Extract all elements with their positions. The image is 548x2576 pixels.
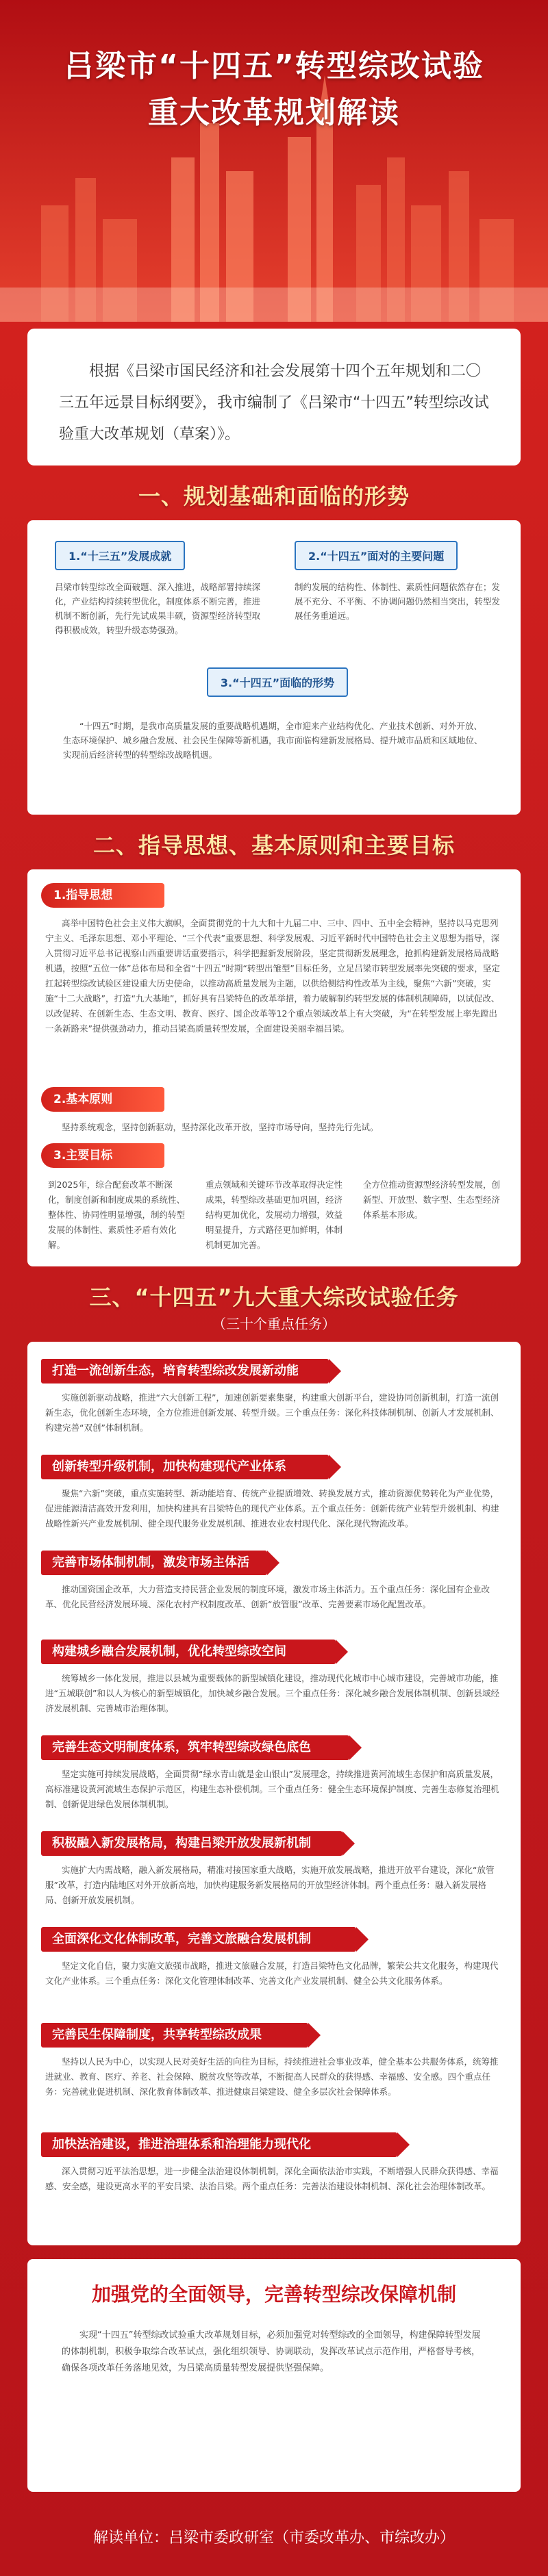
task-title: 积极融入新发展格局，构建吕梁开放发展新机制 (41, 1831, 342, 1856)
hero-title-line2: 重大改革规划解读 (148, 95, 400, 130)
task-text: 实施扩大内需战略，融入新发展格局，精准对接国家重大战略，实施开放发展战略，推进开放平台建设，深化“放管服”改革，打造内陆地区对外开放新高地，加快构建服务新发展格局的开放型经济体制。两个重点任务：融入新发展格局、创新开放发展机制。 (45, 1865, 495, 1905)
card-badge: 1.“十三五”发展成就 (55, 541, 185, 570)
footer-credit: 解读单位：吕梁市委政研室（市委改革办、市综改办） (92, 2529, 455, 2547)
section1-card-3 (185, 667, 370, 697)
task-title: 构建城乡融合发展机制，优化转型综改空间 (41, 1640, 336, 1664)
card-badge: 3.“十四五”面临的形势 (207, 667, 348, 697)
section1-card-1 (55, 541, 260, 637)
task-text: 坚定实施可持续发展战略，全面贯彻“绿水青山就是金山银山”发展理念，持续推进黄河流域生态保护和高质量发展，高标准建设黄河流域生态保护示范区，构建生态补偿机制。三个重点任务：健全生态环境保护制度、完善生态修复治理机制、创新促进绿色发展体制机制。 (45, 1769, 499, 1809)
section1-footnote: “十四五”时期，是我市高质量发展的重要战略机遇期，全市迎来产业结构优化、产业技术创新、对外开放、生态环境保护、城乡融合发展、社会民生保障等新机遇，我市面临构建新发展格局、提升城市品质和区域地位、实现前后经济转型的转型综改战略机遇。 (63, 721, 483, 760)
intro-paragraph: 根据《吕梁市国民经济和社会发展第十四个五年规划和二〇三五年远景目标纲要》，我市编制了《吕梁市“十四五”转型综改试验重大改革规划（草案）》。 (27, 329, 521, 466)
section1-panel (27, 520, 521, 815)
task-text: 统筹城乡一体化发展，推进以县城为重要载体的新型城镇化建设，推动现代化城市中心城市建设，完善城市功能，推进“五城联创”和以人为核心的新型城镇化，加快城乡融合发展。三个重点任务：深化城乡融合发展体制机制、创新县域经济发展机制、完善城市治理体制。 (45, 1673, 499, 1713)
tab-guiding-thought: 1.指导思想 (41, 883, 164, 908)
section3-heading: 三、“十四五”九大重大综改试验任务 (89, 1284, 459, 1310)
card-text: 制约发展的结构性、体制性、素质性问题依然存在；发展不充分、不平衡、不协调问题仍然相当突出，转型发展任务重道远。 (295, 582, 501, 621)
section1-heading: 一、规划基础和面临的形势 (138, 483, 410, 509)
hero-title-line1: 吕梁市“十四五”转型综改试验 (64, 49, 484, 84)
section1-card-2 (295, 541, 500, 623)
card-text: 吕梁市转型综改全面破题、深入推进，战略部署持续深化，产业结构持续转型优化，制度体系不断完善，推进机制不断创新，先行先试成果丰硕，资源型经济转型取得积极成效，转型升级态势强劲。 (55, 582, 261, 635)
task-title: 全面深化文化体制改革，完善文旅融合发展机制 (41, 1927, 356, 1952)
goals-column-2: 重点领域和关键环节改革取得决定性成果，转型综改基础更加巩固，经济结构更加优化，发展动力增强，效益明显提升，方式路径更加鲜明，体制机制更加完善。 (206, 1179, 343, 1250)
tab-basic-principles: 2.基本原则 (41, 1087, 164, 1112)
task-title: 完善民生保障制度，共享转型综改成果 (41, 2023, 308, 2048)
section2-heading: 二、指导思想、基本原则和主要目标 (92, 832, 455, 858)
task-title: 完善市场体制机制，激发市场主体活力 (41, 1551, 267, 1575)
section3-subheading: （三十个重点任务） (212, 1316, 336, 1332)
task-text: 坚持以人民为中心，以实现人民对美好生活的向往为目标，持续推进社会事业改革，健全基本公共服务体系，统筹推进就业、教育、医疗、养老、社会保障、脱贫攻坚等改革，不断提高人民群众的获得感、幸福感、安全感。四个重点任务：完善就业促进机制、深化教育体制改革、推进健康吕梁建设、健全多层次社会保障体系。 (45, 2056, 499, 2097)
task-text: 聚焦“六新”突破，重点实施转型、新动能培育、传统产业提质增效、转换发展方式，推动资源优势转化为产业优势，促进能源清洁高效开发利用，加快构建具有吕梁特色的现代产业体系。五个重点任务：创新传统产业转型升级机制、构建战略性新兴产业发展机制、健全现代服务业发展机制、推进农业农村现代化、深化现代物流改革。 (45, 1488, 499, 1529)
section4-text: 实现“十四五”转型综改试验重大改革规划目标，必须加强党对转型综改的全面领导，构建保障转型发展的体制机制，积极争取综合改革试点，强化组织领导、协调联动，发挥改革试点示范作用，严格督导考核，确保各项改革任务落地见效，为吕梁高质量转型发展提供坚强保障。 (62, 2330, 481, 2373)
task-title: 打造一流创新生态，培育转型综改发展新动能 (41, 1359, 329, 1383)
section4-heading: 加强党的全面领导，完善转型综改保障机制 (91, 2283, 456, 2306)
task-text: 实施创新驱动战略，推进“六大创新工程”，加速创新要素集聚，构建重大创新平台，建设协同创新机制，打造一流创新生态，优化创新生态环境，全方位推进创新发展、转型升级。三个重点任务：深化科技体制机制、创新人才发展机制、构建完善“双创”体制机制。 (45, 1392, 499, 1433)
section2-panel (27, 869, 521, 1266)
task-text: 推动国资国企改革，大力营造支持民营企业发展的制度环境，激发市场主体活力。五个重点任务：深化国有企业改革、优化民营经济发展环境、深化农村产权制度改革、创新“放管服”改革、完善要素市场化配置改革。 (45, 1584, 490, 1609)
guiding-text: 高举中国特色社会主义伟大旗帜，全面贯彻党的十九大和十九届二中、三中、四中、五中全会精神，坚持以马克思列宁主义、毛泽东思想、邓小平理论、“三个代表”重要思想、科学发展观、习近平新时代中国特色社会主义思想为指导，深入贯彻习近平总书记视察山西重要讲话重要指示，科学把握新发展阶段，坚定贯彻新发展理念，抢抓构建新发展格局战略机遇，按照“五位一体”总体布局和全省“十四五”时期“转型出雏型”目标任务，立足吕梁市转型发展率先突破的要求，坚定扛起转型综改试验区建设重大历史使命，以推动高质量发展为主题，以供给侧结构性改革为主线，聚焦“六新”突破，实施“十二大战略”，打造“九大基地”，抓好具有吕梁特色的改革举措，着力破解制约转型发展的体制机制障碍，以试促改、以改促转、在创新生态、生态文明、教育、医疗、国企改革等12个重点领域改革上有大突破，为“在转型发展上率先蹚出一条新路来”提供强劲动力，推动吕梁高质量转型发展，全面建设美丽幸福吕梁。 (45, 918, 500, 1034)
task-title: 加快法治建设，推进治理体系和治理能力现代化 (41, 2132, 397, 2157)
task-title: 完善生态文明制度体系，筑牢转型综改绿色底色 (41, 1735, 349, 1760)
principles-text: 坚持系统观念，坚持创新驱动，坚持深化改革开放，坚持市场导向，坚持先行先试。 (62, 1122, 379, 1132)
goals-column-1: 到2025年，综合配套改革不断深化，制度创新和制度成果的系统性、整体性、协同性明显增强，制约转型发展的体制性、素质性矛盾有效化解。 (48, 1179, 186, 1250)
task-text: 坚定文化自信，聚力实施文旅强市战略，推进文旅融合发展，打造吕梁特色文化品牌，繁荣公共文化服务，构建现代文化产业体系。三个重点任务：深化文化管理体制改革、完善文化产业发展机制、健全公共文化服务体系。 (45, 1961, 499, 1986)
task-title: 创新转型升级机制，加快构建现代产业体系 (41, 1455, 329, 1479)
tab-main-goals: 3.主要目标 (41, 1143, 164, 1168)
hero-banner (0, 0, 548, 322)
card-badge: 2.“十四五”面对的主要问题 (295, 541, 458, 570)
task-text: 深入贯彻习近平法治思想，进一步健全法治建设体制机制，深化全面依法治市实践，不断增强人民群众获得感、幸福感、安全感，建设更高水平的平安吕梁、法治吕梁。两个重点任务：完善法治建设体制机制、深化社会治理体制改革。 (45, 2166, 499, 2191)
goals-column-3: 全方位推动资源型经济转型发展，创新型、开放型、数字型、生态型经济体系基本形成。 (363, 1179, 501, 1220)
